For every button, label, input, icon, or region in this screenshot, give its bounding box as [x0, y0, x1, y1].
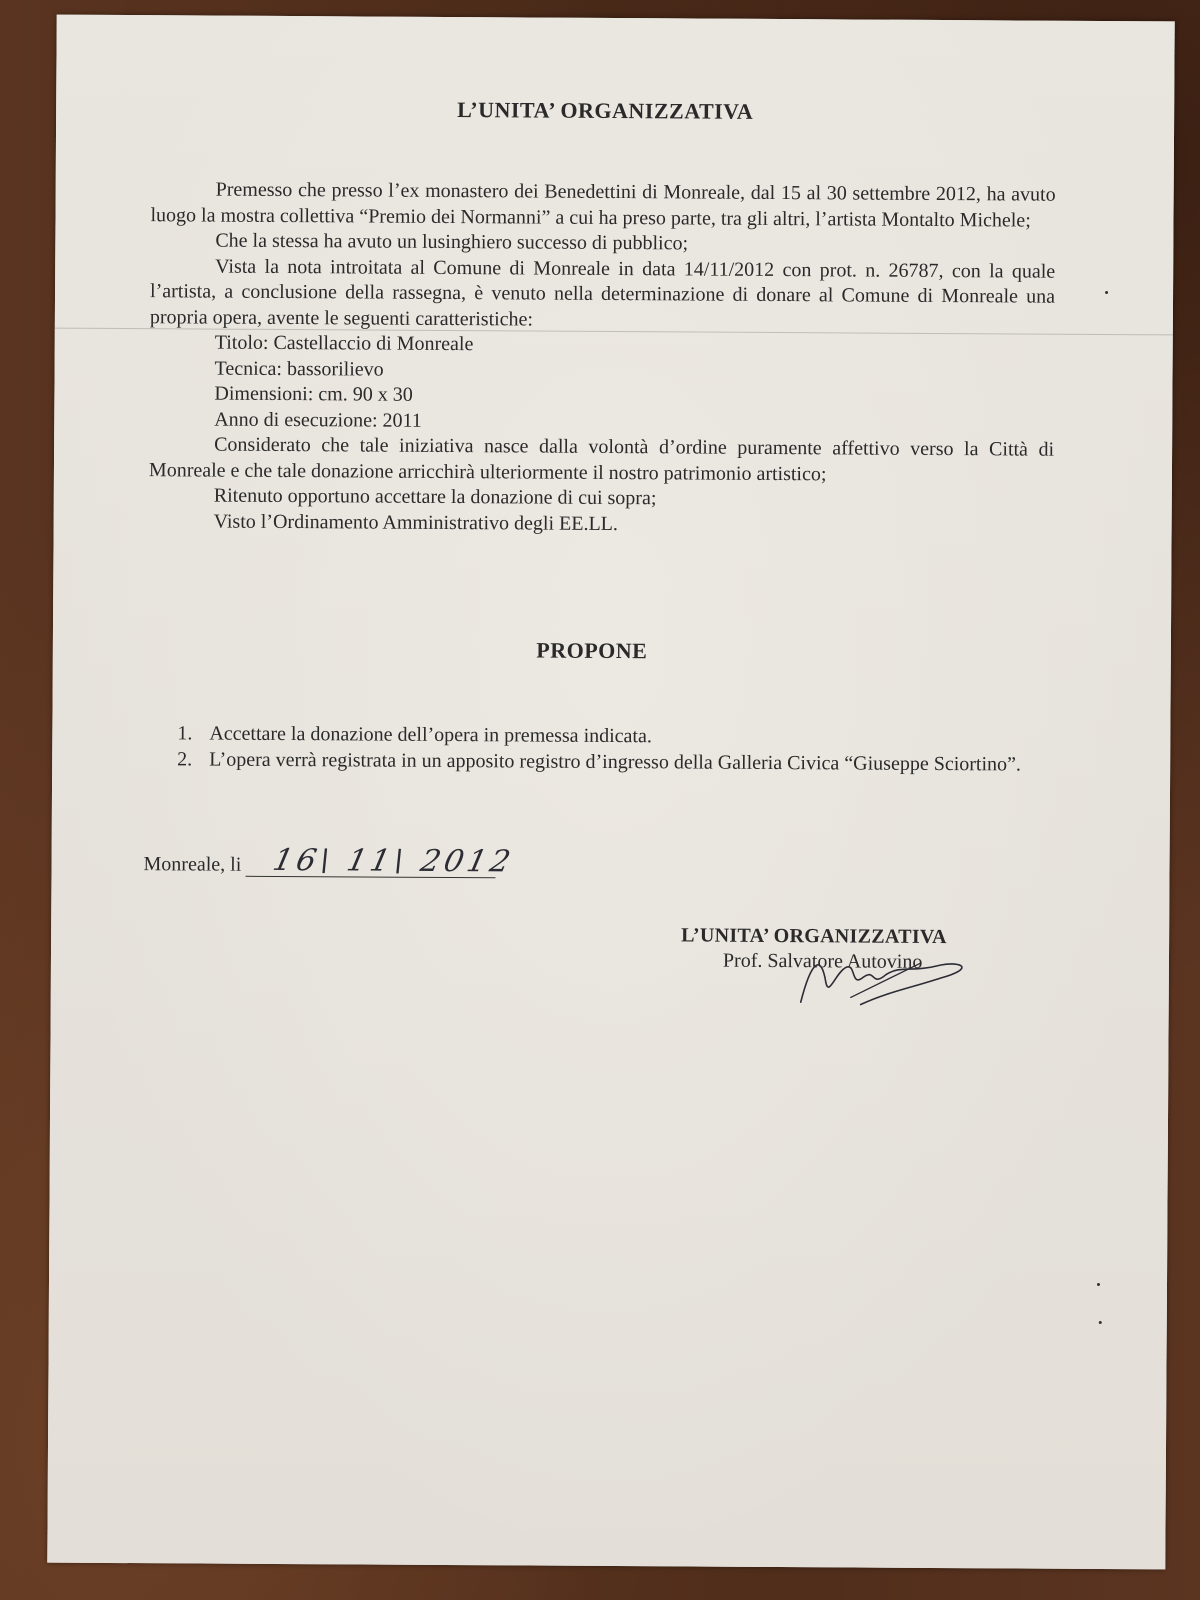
- propone-heading: PROPONE: [536, 637, 648, 664]
- list-item: [177, 747, 1057, 778]
- paragraph-visto: Visto l’Ordinamento Amministrativo degli EE.LL.: [213, 510, 619, 535]
- signature-block: [681, 923, 1001, 975]
- paragraph-ritenuto: Ritenuto opportuno accettare la donazione di cui sopra;: [213, 484, 657, 510]
- characteristic-dimensioni: Dimensioni: cm. 90 x 30: [214, 382, 413, 406]
- punch-mark: [1099, 1321, 1102, 1324]
- paragraph-successo: Che la stessa ha avuto un lusinghiero successo di pubblico;: [215, 229, 689, 255]
- characteristic-tecnica: Tecnica: bassorilievo: [214, 357, 384, 381]
- punch-mark: [1105, 291, 1108, 294]
- date-line: [245, 842, 518, 880]
- signature-title: L’UNITA’ ORGANIZZATIVA: [681, 924, 947, 949]
- document-heading: L’UNITA’ ORGANIZZATIVA: [457, 97, 754, 124]
- paragraph-considerato: Considerato che tale iniziativa nasce dalla volontà d’ordine puramente affettivo verso la Città di Monreale e che tale donazione arricchirà ulteriormente il nostro patrimonio artistico;: [148, 433, 1055, 485]
- characteristic-anno: Anno di esecuzione: 2011: [214, 408, 422, 432]
- list-item-number: 2.: [177, 747, 193, 770]
- punch-mark: [1097, 1283, 1100, 1286]
- list-item-text: L’opera verrà registrata in un apposito registro d’ingresso della Galleria Civica “Giuseppe Sciortino”.: [209, 748, 1022, 776]
- place-label: Monreale, li: [143, 853, 242, 876]
- characteristic-titolo: Titolo: Castellaccio di Monreale: [214, 331, 474, 356]
- paragraph-premesso: Premesso che presso l’ex monastero dei Benedettini di Monreale, dal 15 al 30 settembre 2012, ha avuto luogo la mostra collettiva “Premio dei Normanni” a cui ha preso parte, tra gli altri, l’artista Montalto Michele;: [150, 178, 1056, 232]
- list-item-text: Accettare la donazione dell’opera in premessa indicata.: [209, 722, 652, 748]
- document-body: [149, 177, 1056, 540]
- signature-name: Prof. Salvatore Autovino: [722, 949, 923, 973]
- place-date: [143, 842, 518, 880]
- list-item-number: 1.: [177, 722, 193, 745]
- handwritten-date: 16\ 11\ 2012: [269, 842, 518, 880]
- document-page: [47, 15, 1174, 1570]
- proposal-list: [177, 721, 1057, 777]
- handwritten-signature: [791, 942, 991, 1013]
- paragraph-vista-nota: Vista la nota introitata al Comune di Monreale in data 14/11/2012 con prot. n. 26787, con la quale l’artista, a conclusione della rassegna, è venuto nella determinazione di donare al Comune di Monreale una propria opera, avente le seguenti caratteristiche:: [149, 255, 1056, 331]
